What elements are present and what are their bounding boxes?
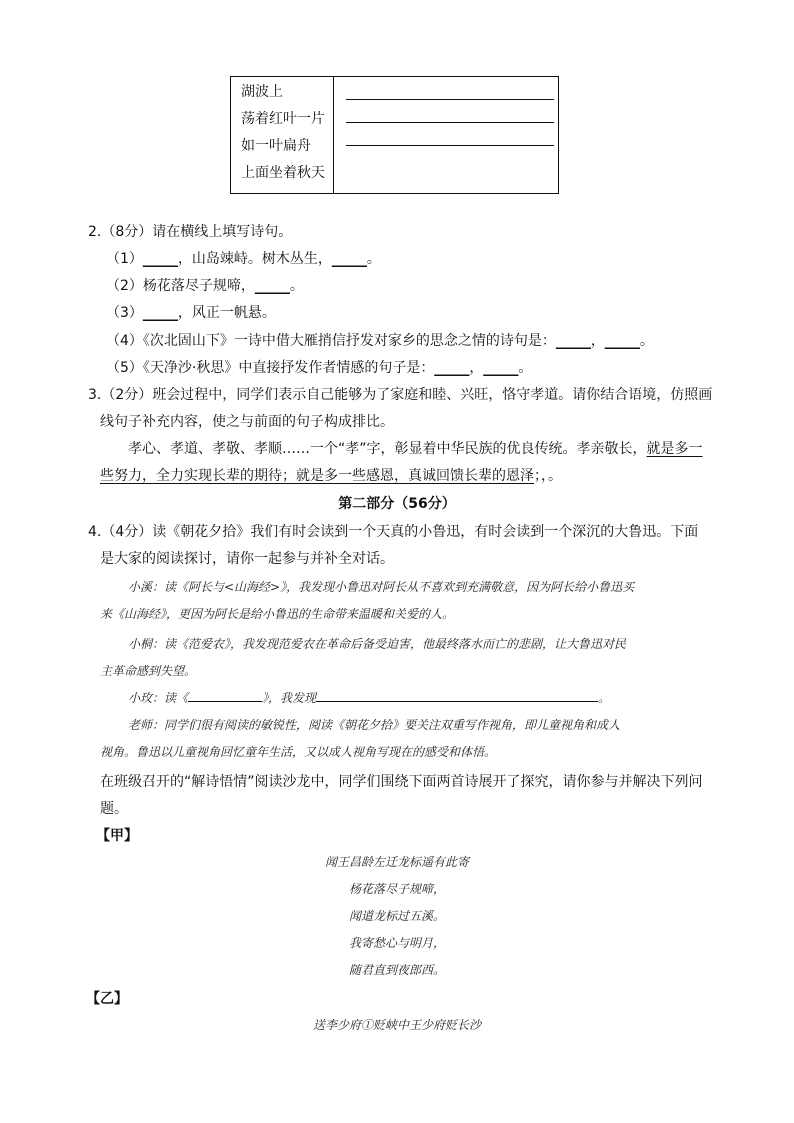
q2-item-5: [106, 357, 532, 377]
q2-item-2-pre: （2）杨花落尽子规啼，: [106, 278, 255, 294]
answer-line-2[interactable]: [346, 100, 554, 123]
poem-jia-line-3: 我寄愁心与明月，: [348, 936, 445, 950]
poem-line-1: 湖波上: [241, 84, 283, 100]
q2-header: 2.（8分）请在横线上填写诗句。: [88, 224, 293, 240]
salon-line-2: 题。: [100, 801, 128, 817]
xiaomei-text-b: 》，我发现: [262, 691, 317, 705]
q2-item-4: [106, 330, 654, 350]
q2-item-5-mid: ，: [469, 360, 484, 376]
dialogue-xiaotong-1: 小桐：读《范爱农》，我发现范爱农在革命后备受迫害，他最终落水而亡的悲剧，让大鲁迅对民: [128, 637, 627, 651]
xiaomei-book-blank[interactable]: [188, 700, 262, 702]
q2-item-1-mid: ，山岛竦峙。树木丛生，: [177, 251, 332, 267]
poem-box-answer-area[interactable]: [334, 77, 559, 194]
poem-yi-label: 【乙】: [86, 991, 128, 1007]
q3-answer-slot[interactable]: ；，。: [534, 468, 562, 484]
poem-line-4: 上面坐着秋天: [241, 165, 325, 181]
dialogue-xiaoxi-2: 来《山海经》，更因为阿长是给小鲁迅的生命带来温暖和关爱的人。: [100, 607, 455, 621]
q3-para-underlined-a: 就是多一: [646, 441, 703, 457]
poem-line-2: 荡着红叶一片: [241, 111, 325, 127]
q2-item-5-pre: （5）《天净沙·秋思》中直接抒发作者情感的句子是：: [106, 360, 435, 376]
q3-para-text-a: 孝心、孝道、孝敬、孝顺……一个“孝”字，彰显着中华民族的优良传统。孝亲敬长，: [128, 441, 647, 457]
poem-line-3: 如一叶扁舟: [241, 138, 311, 154]
q3-para-line-1: [128, 438, 703, 458]
q2-item-4-blank2[interactable]: _____: [604, 333, 640, 349]
q2-item-3-pre: （3）: [106, 305, 143, 321]
answer-line-3[interactable]: [346, 123, 554, 146]
poem-box-left: [231, 77, 334, 194]
poem-jia-title: 闻王昌龄左迁龙标遥有此寄: [324, 855, 469, 869]
dialogue-teacher-2: 视角。鲁迅以儿童视角回忆童年生活，又以成人视角写现在的感受和体悟。: [100, 745, 497, 759]
q2-item-4-pre: （4）《次北固山下》一诗中借大雁捎信抒发对家乡的思念之情的诗句是：: [106, 333, 556, 349]
q3-para-line-2: [100, 465, 562, 485]
q2-item-1-blank1[interactable]: _____: [142, 251, 178, 267]
xiaomei-finding-blank[interactable]: [316, 700, 598, 702]
q2-item-4-blank1[interactable]: _____: [555, 333, 591, 349]
dialogue-xiaomei: [128, 689, 610, 706]
q2-item-1: [106, 248, 381, 268]
q2-item-1-blank2[interactable]: _____: [331, 251, 367, 267]
poem-jia-line-2: 闻道龙标过五溪。: [348, 909, 445, 923]
poem-jia-line-1: 杨花落尽子规啼，: [348, 882, 445, 896]
dialogue-xiaotong-2: 主革命感到失望。: [100, 664, 197, 678]
q3-line-1: 3.（2分）班会过程中，同学们表示自己能够为了家庭和睦、兴旺，恪守孝道。请你结合语境，仿照画: [88, 387, 713, 403]
q2-item-1-pre: （1）: [106, 251, 143, 267]
answer-line-1[interactable]: [346, 77, 554, 100]
section-2-title: 第二部分（56分）: [338, 496, 456, 512]
q2-item-3-blank1[interactable]: _____: [142, 305, 178, 321]
q2-item-5-post: 。: [518, 360, 533, 376]
q2-item-2-post: 。: [289, 278, 304, 294]
salon-line-1: 在班级召开的“解诗悟情”阅读沙龙中，同学们围绕下面两首诗展开了探究，请你参与并解决下列问: [100, 774, 703, 790]
poem-box: [230, 76, 559, 194]
q2-item-3-post: ，风正一帆悬。: [177, 305, 276, 321]
q4-line-2: 是大家的阅读探讨，请你一起参与并补全对话。: [100, 551, 394, 567]
q2-item-5-blank2[interactable]: _____: [483, 360, 519, 376]
q2-item-2-blank1[interactable]: _____: [254, 278, 290, 294]
q2-item-5-blank1[interactable]: _____: [434, 360, 470, 376]
q4-line-1: 4.（4分）读《朝花夕拾》我们有时会读到一个天真的小鲁迅，有时会读到一个深沉的大鲁迅。下面: [88, 524, 699, 540]
q3-para-underlined-b: 些努力，全力实现长辈的期待；就是多一些感恩，真诚回馈长辈的恩泽: [100, 468, 534, 484]
q2-item-3: [106, 302, 276, 322]
poem-jia-label: 【甲】: [96, 828, 138, 844]
q2-item-1-post: 。: [366, 251, 381, 267]
q2-item-4-mid: ，: [590, 333, 605, 349]
q3-line-2: 线句子补充内容，使之与前面的句子构成排比。: [100, 414, 394, 430]
q2-item-2: [106, 275, 304, 295]
q2-item-4-post: 。: [639, 333, 654, 349]
dialogue-xiaoxi-1: 小溪：读《阿长与<山海经>》，我发现小鲁迅对阿长从不喜欢到充满敬意，因为阿长给小鲁迅买: [128, 580, 635, 594]
dialogue-teacher-1: 老师：同学们很有阅读的敏锐性，阅读《朝花夕拾》要关注双重写作视角，即儿童视角和成人: [128, 718, 621, 732]
poem-jia-line-4: 随君直到夜郎西。: [348, 963, 445, 977]
poem-yi-title: 送李少府①贬峡中王少府贬长沙: [312, 1018, 481, 1032]
xiaomei-text-a: 小玫：读《: [128, 691, 189, 705]
xiaomei-text-c: 。: [598, 691, 611, 705]
